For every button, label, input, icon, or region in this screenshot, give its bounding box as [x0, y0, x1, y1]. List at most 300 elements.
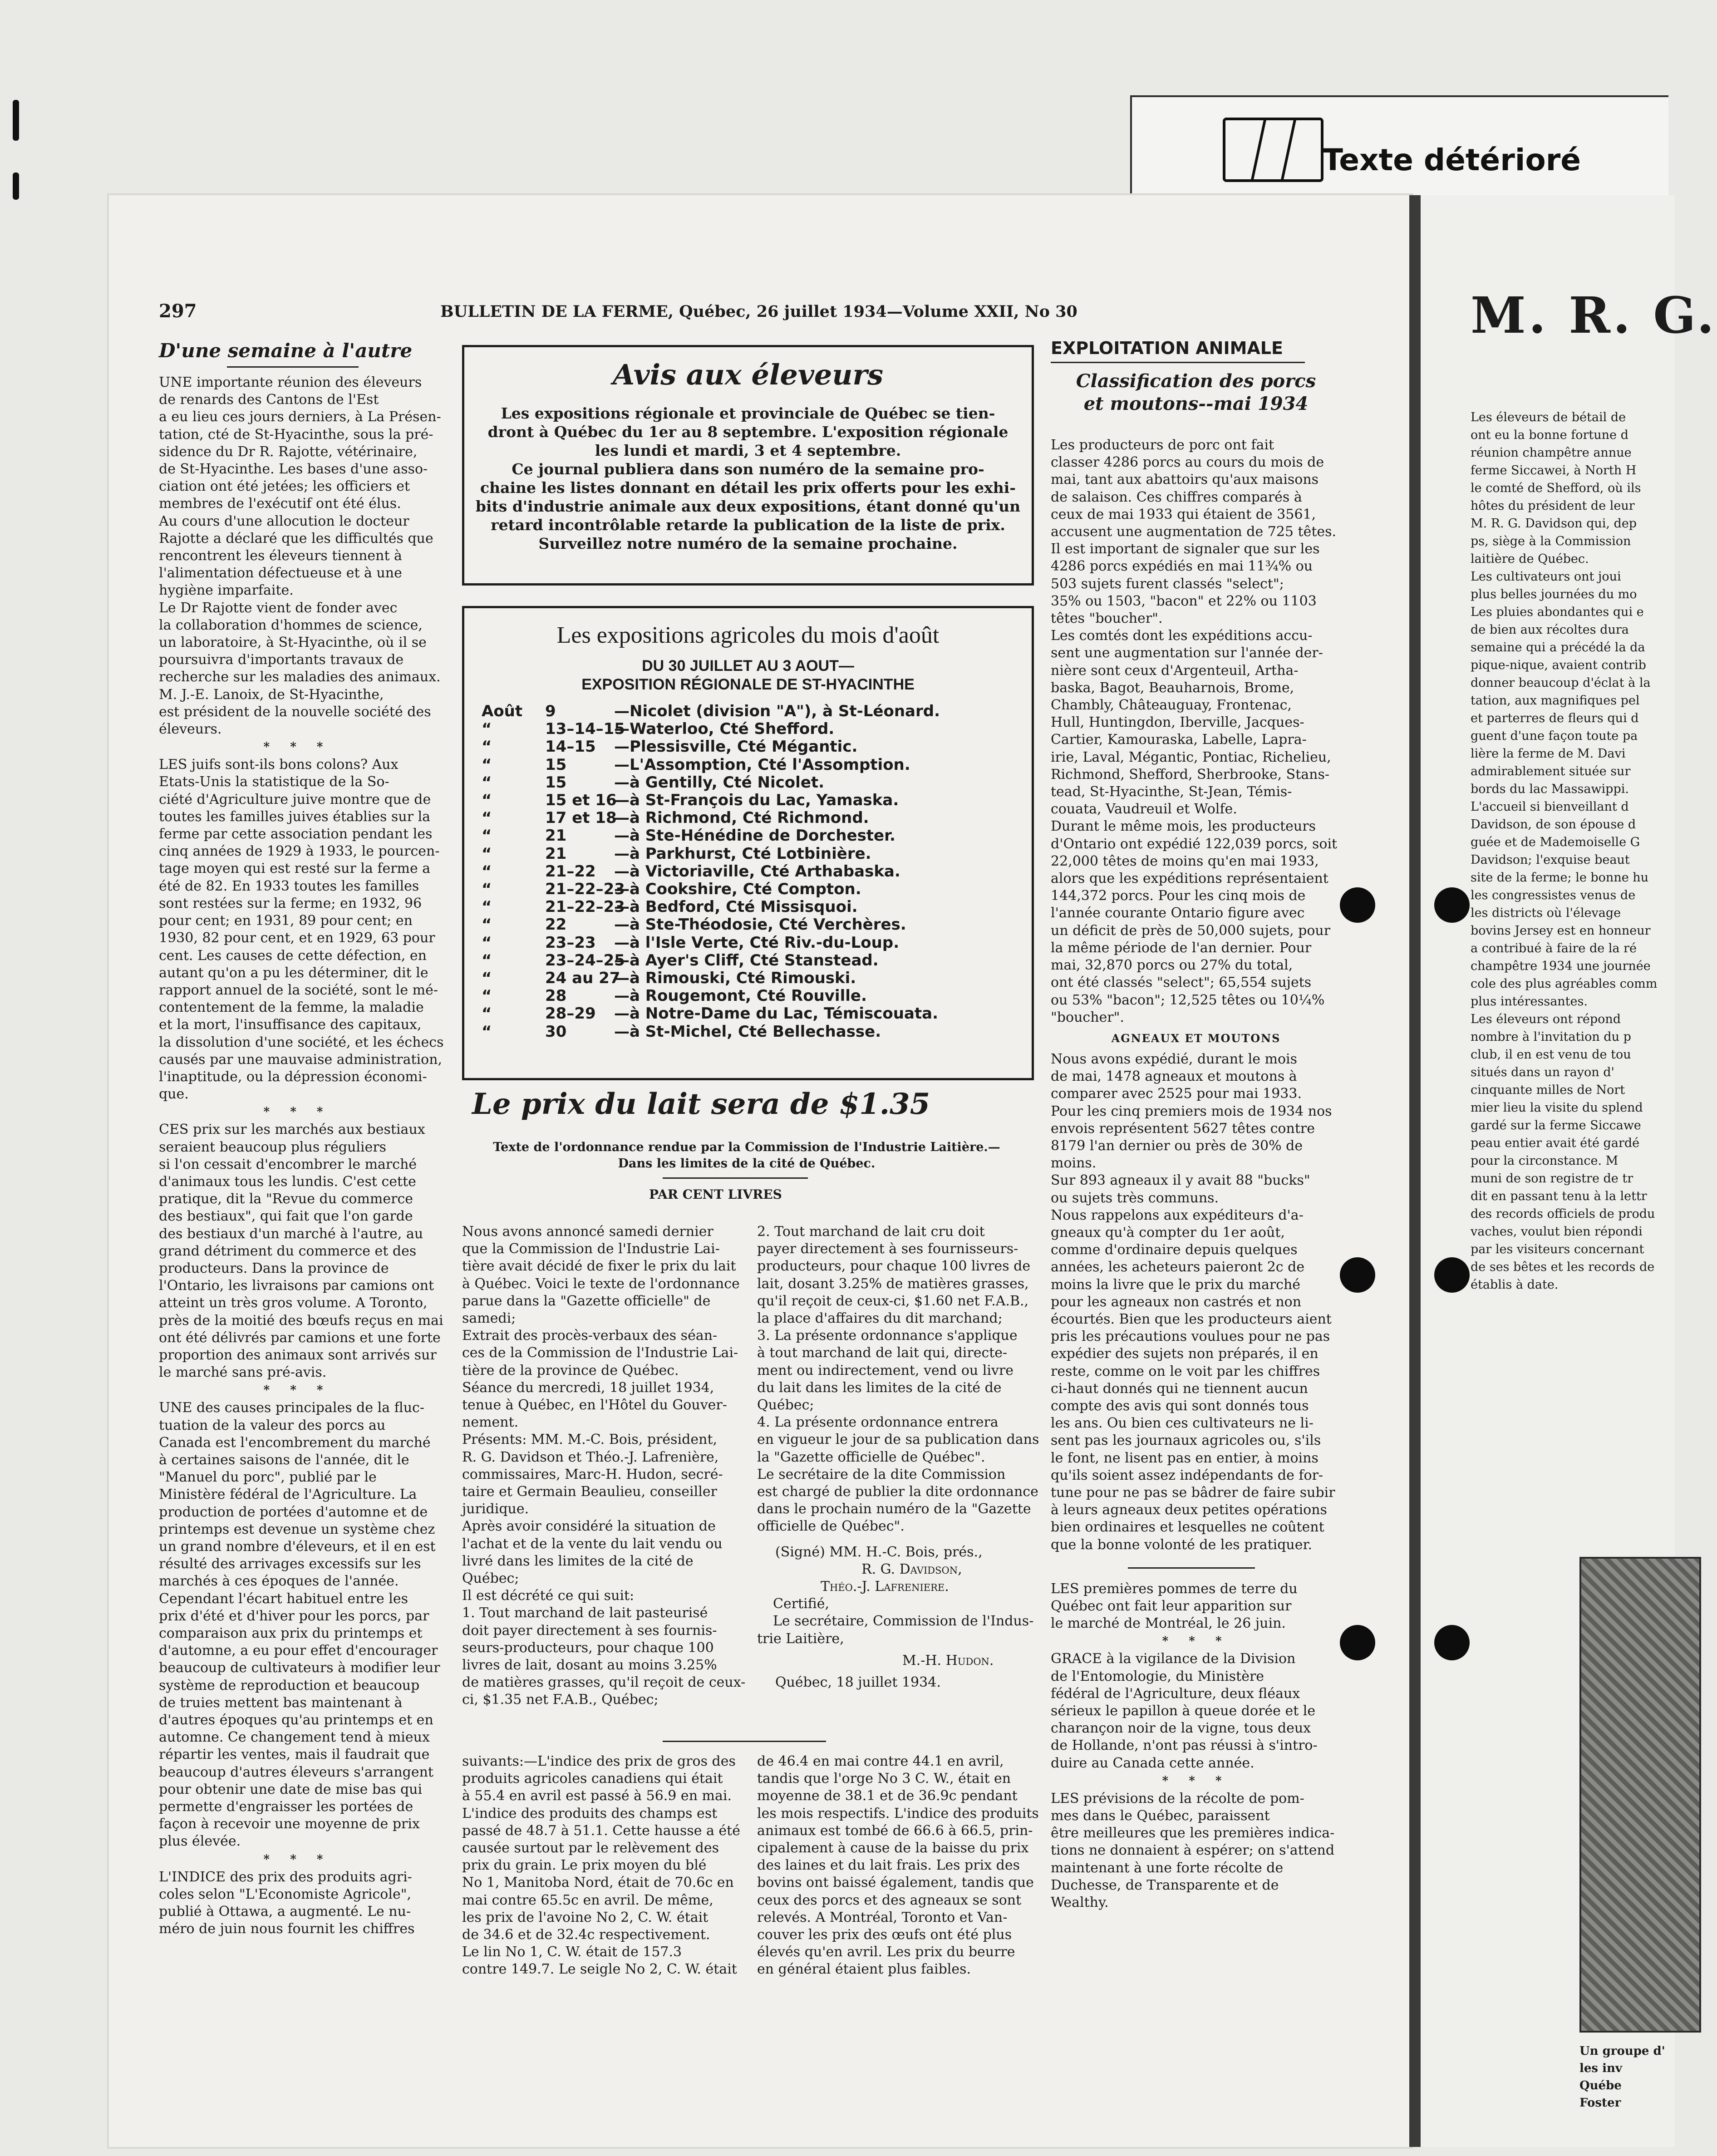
text-line: L'INDICE des prix des produits agri- [159, 1869, 412, 1885]
banner-label: Texte détérioré [1323, 143, 1581, 177]
text-line: grand détriment du commerce et des [159, 1243, 417, 1259]
exposition-month: “ [482, 738, 492, 756]
text-line: peau entier avait été gardé [1471, 1136, 1640, 1150]
text-line: irie, Laval, Mégantic, Pontiac, Richelieu, [1051, 749, 1331, 765]
text-line: seurs-producteurs, pour chaque 100 [462, 1639, 714, 1656]
text-line: reste, comme on le voit par les chiffres [1051, 1363, 1320, 1379]
text-line: proportion des animaux sont arrivés sur [159, 1347, 437, 1363]
binder-hole [1434, 1257, 1470, 1293]
text-line: cole des plus agréables comm [1471, 977, 1658, 991]
text-line: l'année courante Ontario figure avec [1051, 905, 1305, 921]
text-line: guent d'une façon toute pa [1471, 729, 1638, 743]
signature-lafreniere: Théo.-J. Lafreniere. [821, 1579, 949, 1595]
text-line: charançon noir de la vigne, tous deux [1051, 1720, 1311, 1737]
article-porcs [1051, 437, 1341, 1026]
text-line: tenue à Québec, en l'Hôtel du Gouver- [462, 1397, 727, 1413]
exposition-dates: 15 [545, 755, 567, 774]
text-line: 2. Tout marchand de lait cru doit [757, 1224, 985, 1240]
text-line: production de portées d'automne et de [159, 1504, 428, 1520]
text-line: dans le prochain numéro de la "Gazette [757, 1501, 1031, 1517]
text-line: alors que les expéditions représentaient [1051, 871, 1328, 887]
text-line: tière de la province de Québec. [462, 1362, 679, 1378]
text-line: un grand nombre d'éleveurs, et il en est [159, 1539, 436, 1555]
text-line: ceux de mai 1933 qui étaient de 3561, [1051, 506, 1316, 522]
text-line: Au cours d'une allocution le docteur [159, 513, 409, 529]
text-line: Ce journal publiera dans son numéro de la semaine pro- [512, 460, 984, 478]
text-line: Les cultivateurs ont joui [1471, 570, 1621, 584]
text-line: Canada est l'encombrement du marché [159, 1434, 431, 1451]
text-line: causés par une mauvaise administration, [159, 1051, 443, 1068]
adjacent-photo [1579, 1557, 1701, 2033]
text-line: près de la moitié des bœufs reçus en mai [159, 1312, 443, 1329]
separator: * * * [1162, 1774, 1230, 1788]
exposition-dates: 28 [545, 987, 567, 1005]
text-line: ou 53% "bacon"; 12,525 têtes ou 10¼% [1051, 992, 1325, 1008]
title-line: et moutons--mai 1934 [1083, 393, 1309, 414]
text-line: des bestiaux d'un marché à l'autre, au [159, 1226, 423, 1242]
exposition-month: “ [482, 969, 492, 987]
text-line: classer 4286 porcs au cours du mois de [1051, 454, 1324, 471]
text-line: que. [159, 1086, 189, 1103]
text-line: relevés. A Montréal, Toronto et Van- [757, 1909, 1008, 1925]
text-line: tage moyen qui est resté sur la ferme a [159, 861, 431, 877]
exposition-dates: 15 [545, 773, 567, 792]
text-line: Foster [1579, 2096, 1621, 2110]
text-line: pris les précautions voulues pour ne pas [1051, 1329, 1330, 1345]
text-line: retard incontrôlable retarde la publication de la liste de prix. [491, 516, 1005, 534]
exposition-place: —Plessisville, Cté Mégantic. [614, 738, 858, 756]
lait-subheading [458, 1139, 1035, 1172]
text-line: bien ordinaires et lesquelles ne coûtent [1051, 1519, 1324, 1536]
text-line: expédier des sujets non préparés, il en [1051, 1346, 1318, 1362]
text-line: les districts où l'élevage [1471, 906, 1621, 920]
text-line: d'autres époques qu'au printemps et en [159, 1712, 433, 1728]
text-line: le marché de Montréal, le 26 juin. [1051, 1615, 1286, 1632]
binder-hole [1340, 887, 1375, 923]
text-line: officielle de Québec". [757, 1518, 905, 1535]
text-line: est chargé de publier la dite ordonnance [757, 1484, 1038, 1500]
exposition-place: —à St-François du Lac, Yamaska. [614, 791, 899, 809]
text-line: établis à date. [1471, 1278, 1559, 1292]
text-line: de Hollande, n'ont pas réussi à s'intro- [1051, 1738, 1318, 1754]
text-line: passé de 48.7 à 51.1. Cette hausse a été [462, 1822, 740, 1839]
adjacent-page [1421, 195, 1717, 2147]
text-line: produits agricoles canadiens qui était [462, 1771, 723, 1787]
page-number: 297 [159, 300, 197, 322]
text-line: baska, Bagot, Beauharnois, Brome, [1051, 679, 1294, 696]
exposition-dates: 22 [545, 916, 567, 934]
text-line: nière sont ceux d'Argenteuil, Artha- [1051, 662, 1299, 679]
text-line: site de la ferme; le bonne hu [1471, 871, 1649, 885]
text-line: ci, $1.35 net F.A.B., Québec; [462, 1692, 659, 1708]
text-line: à 55.4 en avril est passé à 56.9 en mai. [462, 1788, 732, 1804]
text-line: Il est important de signaler que sur les [1051, 541, 1320, 557]
exposition-place: —à Bedford, Cté Missisquoi. [614, 898, 858, 916]
text-line: des laines et du lait frais. Les prix des [757, 1857, 1020, 1874]
text-line: Cartier, Kamouraska, Labelle, Lapra- [1051, 732, 1307, 748]
text-line: des records officiels de produ [1471, 1207, 1655, 1221]
text-line: les congressistes venus de [1471, 888, 1636, 902]
text-line: à certaines saisons de l'année, dit le [159, 1452, 409, 1468]
text-line: champêtre 1934 une journée [1471, 959, 1651, 973]
text-line: L'accueil si bienveillant d [1471, 800, 1629, 814]
text-line: bovins ont baissé également, tandis que [757, 1875, 1034, 1891]
text-line: beaucoup de cultivateurs à modifier leur [159, 1660, 440, 1676]
text-line: 22,000 têtes de moins qu'en mai 1933, [1051, 853, 1319, 869]
text-line: chaine les listes donnant en détail les prix offerts pour les exhi- [480, 479, 1016, 497]
divider [227, 366, 359, 368]
text-line: printemps est devenue un système chez [159, 1521, 435, 1537]
text-line: 3. La présente ordonnance s'applique [757, 1328, 1018, 1344]
text-line: producteurs. Dans la province de [159, 1260, 389, 1276]
text-line: années, les acheteurs paieront 2c de [1051, 1259, 1305, 1275]
lait-sub-line: Dans les limites de la cité de Québec. [618, 1157, 876, 1171]
text-line: R. G. Davidson et Théo.-J. Lafrenière, [462, 1449, 719, 1465]
text-line: mai contre 65.5c en avril. De même, [462, 1892, 713, 1908]
text-line: cinquante milles de Nort [1471, 1083, 1625, 1097]
exposition-dates: 23–24–25 [545, 951, 625, 970]
expositions-title: Les expositions agricoles du mois d'août [556, 622, 940, 648]
text-line: Sur 893 agneaux il y avait 88 "bucks" [1051, 1172, 1310, 1189]
text-line: pour la circonstance. M [1471, 1154, 1619, 1168]
text-line: de salaison. Ces chiffres comparés à [1051, 489, 1302, 505]
exposition-month: “ [482, 1022, 492, 1041]
text-line: nement. [462, 1414, 519, 1431]
text-line: contre 149.7. Le seigle No 2, C. W. était [462, 1961, 737, 1978]
binder-hole [1434, 1625, 1470, 1660]
article-pommes-terre [1051, 1580, 1341, 1633]
text-line: de renards des Cantons de l'Est [159, 392, 379, 408]
text-line: ont été classés "select"; 65,554 sujets [1051, 975, 1312, 991]
text-line: Wealthy. [1051, 1895, 1109, 1911]
exposition-place: —à Parkhurst, Cté Lotbinière. [614, 844, 871, 863]
text-line: rencontrent les éleveurs tiennent à [159, 548, 402, 564]
text-line: Les expositions régionale et provinciale de Québec se tien- [501, 404, 995, 422]
text-line: la dissolution d'une société, et les échecs [159, 1034, 444, 1050]
text-line: Ministère fédéral de l'Agriculture. La [159, 1487, 417, 1503]
text-line: UNE des causes principales de la fluc- [159, 1400, 424, 1416]
text-line: M. R. G. Davidson qui, dep [1471, 517, 1637, 531]
article-marches-bestiaux [159, 1121, 443, 1381]
text-line: comme d'ordinaire depuis quelques [1051, 1242, 1298, 1258]
text-line: comparer avec 2525 pour mai 1933. [1051, 1086, 1302, 1102]
text-line: Surveillez notre numéro de la semaine prochaine. [538, 535, 958, 552]
text-line: a eu lieu ces jours derniers, à La Présen- [159, 409, 441, 425]
text-line: mai, tant aux abattoirs qu'aux maisons [1051, 472, 1319, 488]
text-line: sent une augmentation sur l'année der- [1051, 645, 1323, 661]
exposition-place: —à Notre-Dame du Lac, Témiscouata. [614, 1004, 938, 1023]
exposition-dates: 24 au 27 [545, 969, 620, 987]
lait-column-2 [757, 1223, 1039, 1691]
text-line: réunion champêtre annue [1471, 446, 1632, 460]
text-line: LES premières pommes de terre du [1051, 1580, 1298, 1597]
text-line: Etats-Unis la statistique de la So- [159, 774, 389, 790]
text-line: le comté de Shefford, où ils [1471, 481, 1641, 495]
exposition-month: “ [482, 880, 492, 898]
text-line: que la Commission de l'Industrie Lai- [462, 1241, 720, 1257]
exposition-month: “ [482, 862, 492, 881]
binder-hole [1340, 1625, 1375, 1660]
text-line: système de reproduction et beaucoup [159, 1677, 420, 1693]
text-line: bits d'industrie animale aux deux expositions, étant donné qu'un [475, 497, 1021, 515]
text-line: duire au Canada cette année. [1051, 1755, 1255, 1771]
text-line: bords du lac Massawippi. [1471, 782, 1629, 796]
text-line: doit payer directement à ses fournis- [462, 1622, 717, 1639]
left-column [159, 340, 444, 1938]
text-line: et la mort, l'insuffisance des capitaux, [159, 1017, 422, 1033]
text-line: Les pluies abondantes qui e [1471, 605, 1644, 619]
text-line: tead, St-Hyacinthe, St-Jean, Témis- [1051, 784, 1292, 800]
text-line: Québec; [757, 1397, 814, 1413]
text-line: toutes les familles juives établies sur la [159, 808, 431, 825]
text-line: l'alimentation défectueuse et à une [159, 565, 402, 581]
text-line: plus élevée. [159, 1833, 241, 1850]
text-line: autant qu'on a pu les déterminer, dit le [159, 965, 428, 981]
text-line: répartir les ventes, mais il faudrait que [159, 1747, 430, 1763]
exposition-month: “ [482, 720, 492, 738]
expositions-list [464, 700, 1032, 1045]
text-line: taire et Germain Beaulieu, conseiller [462, 1484, 717, 1500]
text-line: mes dans le Québec, paraissent [1051, 1808, 1270, 1824]
article-entomologie [1051, 1650, 1341, 1772]
text-line: couver les prix des œufs ont été plus [757, 1927, 1012, 1943]
text-line: atteint un très gros volume. A Toronto, [159, 1295, 428, 1311]
exposition-place: —à St-Michel, Cté Bellechasse. [614, 1022, 881, 1041]
exposition-place: —à Gentilly, Cté Nicolet. [614, 773, 825, 792]
text-line: Duchesse, de Transparente et de [1051, 1877, 1279, 1893]
avis-box [462, 345, 1034, 586]
par-cent-livres: PAR CENT LIVRES [649, 1187, 782, 1202]
text-line: CES prix sur les marchés aux bestiaux [159, 1122, 425, 1138]
text-line: LES juifs sont-ils bons colons? Aux [159, 757, 399, 773]
film-mark [13, 172, 19, 200]
exposition-dates: 30 [545, 1022, 567, 1041]
text-line: envois représentent 5627 têtes contre [1051, 1120, 1315, 1137]
spacer [757, 1536, 1034, 1544]
text-line: ciété d'Agriculture juive montre que de [159, 791, 431, 807]
exposition-dates: 21 [545, 844, 567, 863]
exposition-dates: 23–23 [545, 933, 596, 952]
text-line: ou sujets très communs. [1051, 1190, 1219, 1206]
text-line: Davidson; l'exquise beaut [1471, 853, 1630, 867]
text-line: qu'il reçoit de ceux-ci, $1.60 net F.A.B., [757, 1293, 1029, 1309]
indice-column-1 [462, 1753, 739, 1979]
text-line: un laboratoire, à St-Hyacinthe, où il se [159, 635, 427, 651]
article-fluctuation-porcs [159, 1399, 440, 1850]
text-line: juridique. [462, 1501, 529, 1517]
text-line: Un groupe d' [1579, 2044, 1665, 2058]
text-line: le marché sans pré-avis. [159, 1364, 327, 1381]
text-line: ci-haut donnés qui ne tiennent aucun [1051, 1380, 1308, 1397]
text-line: ferme Siccawei, à North H [1471, 463, 1637, 477]
text-line: bovins Jersey est en honneur [1471, 924, 1651, 938]
binder-hole [1340, 1257, 1375, 1293]
exposition-dates: 28–29 [545, 1004, 596, 1023]
text-line: du lait dans les limites de la cité de [757, 1379, 1002, 1396]
text-line: sont restées sur la ferme; en 1932, 96 [159, 895, 422, 911]
text-line: livré dans les limites de la cité de [462, 1553, 694, 1569]
text-line: lait, dosant 3.25% de matières grasses, [757, 1275, 1029, 1292]
text-line: de mai, 1478 agneaux et moutons à [1051, 1068, 1297, 1085]
text-line: 4286 porcs expédiés en mai 11¾% ou [1051, 558, 1313, 575]
text-line: "Manuel du porc", publié par le [159, 1469, 377, 1486]
text-line: recherche sur les maladies des animaux. [159, 669, 441, 685]
text-line: Le Dr Rajotte vient de fonder avec [159, 600, 398, 616]
text-line: dront à Québec du 1er au 8 septembre. L'exposition régionale [487, 423, 1009, 441]
exposition-dates: 9 [545, 702, 556, 720]
text-line: hygiène imparfaite. [159, 582, 294, 599]
text-line: a contribué à faire de la ré [1471, 941, 1637, 955]
text-line: L'indice des produits des champs est [462, 1805, 718, 1821]
adjacent-text [1471, 409, 1697, 1294]
text-line: Pour les cinq premiers mois de 1934 nos [1051, 1103, 1332, 1119]
exposition-place: —à Cookshire, Cté Compton. [614, 880, 861, 898]
text-line: que la bonne volonté de les pratiquer. [1051, 1536, 1313, 1553]
separator: * * * [263, 1852, 331, 1866]
lait-text [757, 1223, 1039, 1536]
text-line: couata, Vaudreuil et Wolfe. [1051, 801, 1237, 817]
text-line: samedi; [462, 1310, 516, 1327]
text-line: compte des avis qui sont donnés tous [1051, 1398, 1309, 1414]
text-line: d'animaux tous les lundis. C'est cette [159, 1173, 416, 1190]
text-line: beaucoup d'autres éleveurs s'arrangent [159, 1764, 433, 1780]
text-line: écourtés. Bien que les producteurs aient [1051, 1311, 1332, 1327]
text-line: gneaux qu'à compter du 1er août, [1051, 1224, 1285, 1240]
article-previsions-pommes [1051, 1790, 1341, 1911]
text-line: 503 sujets furent classés "select"; [1051, 576, 1284, 592]
text-line: livres de lait, dosant au moins 3.25% [462, 1657, 717, 1674]
text-line: prix du grain. Le prix moyen du blé [462, 1857, 707, 1874]
text-line: 144,372 porcs. Pour les cinq mois de [1051, 888, 1306, 904]
lait-headline: Le prix du lait sera de $1.35 [472, 1087, 930, 1121]
exposition-place: —à l'Isle Verte, Cté Riv.-du-Loup. [614, 933, 900, 952]
text-line: contentement de la femme, la maladie [159, 999, 424, 1016]
article-eleveurs-renards [159, 374, 441, 738]
text-line: tandis que l'orge No 3 C. W., était en [757, 1771, 1011, 1787]
text-line: accusent une augmentation de 725 têtes. [1051, 524, 1337, 540]
text-line: façon à recevoir une moyenne de prix [159, 1816, 420, 1832]
text-line: Rajotte a déclaré que les difficultés que [159, 530, 433, 546]
exposition-place: —à Ste-Théodosie, Cté Verchères. [614, 916, 906, 934]
text-line: moyenne de 38.1 et de 36.9c pendant [757, 1788, 1018, 1804]
text-line: l'Ontario, les livraisons par camions ont [159, 1278, 434, 1294]
text-line: Extrait des procès-verbaux des séan- [462, 1328, 718, 1344]
text-line: ciation ont été jetées; les officiers et [159, 478, 410, 495]
text-line: automne. Ce changement tend à mieux [159, 1729, 430, 1746]
text-line: méro de juin nous fournit les chiffres [159, 1921, 415, 1937]
avis-title: Avis aux éleveurs [612, 358, 884, 391]
text-line: commissaires, Marc-H. Hudon, secré- [462, 1466, 723, 1482]
exposition-month: “ [482, 898, 492, 916]
exposition-place: —à Ste-Hénédine de Dorchester. [614, 827, 895, 845]
separator: * * * [263, 1105, 331, 1119]
exposition-dates: 14–15 [545, 738, 596, 756]
text-line: élevés qu'en avril. Les prix du beurre [757, 1944, 1015, 1960]
text-line: vaches, voulut bien répondi [1471, 1225, 1643, 1239]
text-line: situés dans un rayon d' [1471, 1065, 1614, 1079]
indice-column-2 [757, 1753, 1039, 1979]
text-line: de l'Entomologie, du Ministère [1051, 1668, 1264, 1684]
adjacent-caption [1579, 2043, 1697, 2112]
text-line: plus intéressantes. [1471, 994, 1588, 1009]
text-line: animaux est tombé de 66.6 à 66.5, prin- [757, 1822, 1033, 1839]
text-line: Québe [1579, 2079, 1622, 2092]
exposition-place: —Waterloo, Cté Shefford. [614, 720, 835, 738]
text-line: coles selon "L'Economiste Agricole", [159, 1886, 412, 1902]
text-line: les inv [1579, 2062, 1622, 2075]
text-line: le font, ne lisent pas en entier, à moins [1051, 1450, 1318, 1466]
exposition-month: “ [482, 933, 492, 952]
text-line: club, il en est venu de tou [1471, 1048, 1631, 1062]
exposition-month: “ [482, 755, 492, 774]
film-mark [13, 100, 19, 141]
text-line: 8179 l'an dernier ou près de 30% de [1051, 1137, 1303, 1154]
exposition-dates: 21 [545, 827, 567, 845]
text-line: des bestiaux", qui fait que l'on garde [159, 1208, 413, 1225]
text-line: Davidson, de son épouse d [1471, 817, 1636, 832]
text-line: guée et de Mademoiselle G [1471, 835, 1640, 849]
article-juifs-colons [159, 756, 444, 1103]
lait-date: Québec, 18 juillet 1934. [775, 1674, 941, 1691]
article-indice-prix [159, 1869, 436, 1938]
divider [1051, 362, 1305, 363]
avis-text [464, 404, 1032, 553]
text-line: Les producteurs de porc ont fait [1051, 437, 1274, 453]
exposition-dates: 13–14–15 [545, 720, 625, 738]
text-line: fédéral de l'Agriculture, deux fléaux [1051, 1685, 1300, 1702]
adjacent-headline: M. R. G. [1471, 286, 1717, 345]
signature-davidson: R. G. Davidson, [861, 1561, 962, 1577]
damaged-page-icon [1223, 118, 1323, 182]
exploitation-title [1051, 370, 1341, 415]
exposition-month: “ [482, 773, 492, 792]
exposition-place: —à Rimouski, Cté Rimouski. [614, 969, 856, 987]
binder-hole [1434, 887, 1470, 923]
text-line: suivants:—L'indice des prix de gros des [462, 1753, 736, 1769]
exposition-dates: 21–22–23 [545, 880, 625, 898]
text-line: poursuivra d'importants travaux de [159, 652, 404, 668]
text-line: pour les agneaux non castrés et non [1051, 1294, 1302, 1310]
exposition-month: “ [482, 844, 492, 863]
text-line: Séance du mercredi, 18 juillet 1934, [462, 1379, 714, 1396]
text-line: Québec; [462, 1570, 519, 1587]
text-line: l'achat et de la vente du lait vendu ou [462, 1536, 723, 1552]
text-line: Richmond, Shefford, Sherbrooke, Stans- [1051, 766, 1330, 783]
text-line: tation, aux magnifiques pel [1471, 694, 1640, 708]
text-line: la place d'affaires du dit marchand; [757, 1310, 1003, 1327]
exposition-dates: 21–22–23 [545, 898, 625, 916]
text-line: de truies mettent bas maintenant à [159, 1694, 403, 1711]
text-line: GRACE à la vigilance de la Division [1051, 1651, 1296, 1667]
text-line: mier lieu la visite du splend [1471, 1101, 1643, 1115]
lait-sub-line: Texte de l'ordonnance rendue par la Commission de l'Industrie Laitière.— [493, 1140, 1000, 1154]
text-line: ceux des porcs et des agneaux se sont [757, 1892, 1022, 1908]
certifie: Certifié, [773, 1596, 829, 1612]
text-line: à leurs agneaux deux petites opérations [1051, 1502, 1327, 1518]
text-line: de matières grasses, qu'il reçoit de ceux- [462, 1674, 746, 1691]
signed-line: (Signé) MM. H.-C. Bois, prés., [775, 1544, 983, 1560]
text-line: l'inaptitude, ou la dépression économi- [159, 1068, 427, 1085]
exposition-month: “ [482, 987, 492, 1005]
text-line: laitière de Québec. [1471, 552, 1589, 566]
text-line: 1930, 82 pour cent, et en 1929, 63 pour [159, 930, 435, 946]
text-line: mai, 32,870 porcs ou 27% du total, [1051, 957, 1293, 974]
text-line: sent pas les journaux agricoles ou, s'ils [1051, 1432, 1321, 1449]
text-line: tuation de la valeur des porcs au [159, 1417, 386, 1433]
text-line: ces de la Commission de l'Industrie Lai- [462, 1345, 738, 1361]
text-line: Chambly, Châteauguay, Frontenac, [1051, 697, 1292, 714]
exposition-month: “ [482, 916, 492, 934]
